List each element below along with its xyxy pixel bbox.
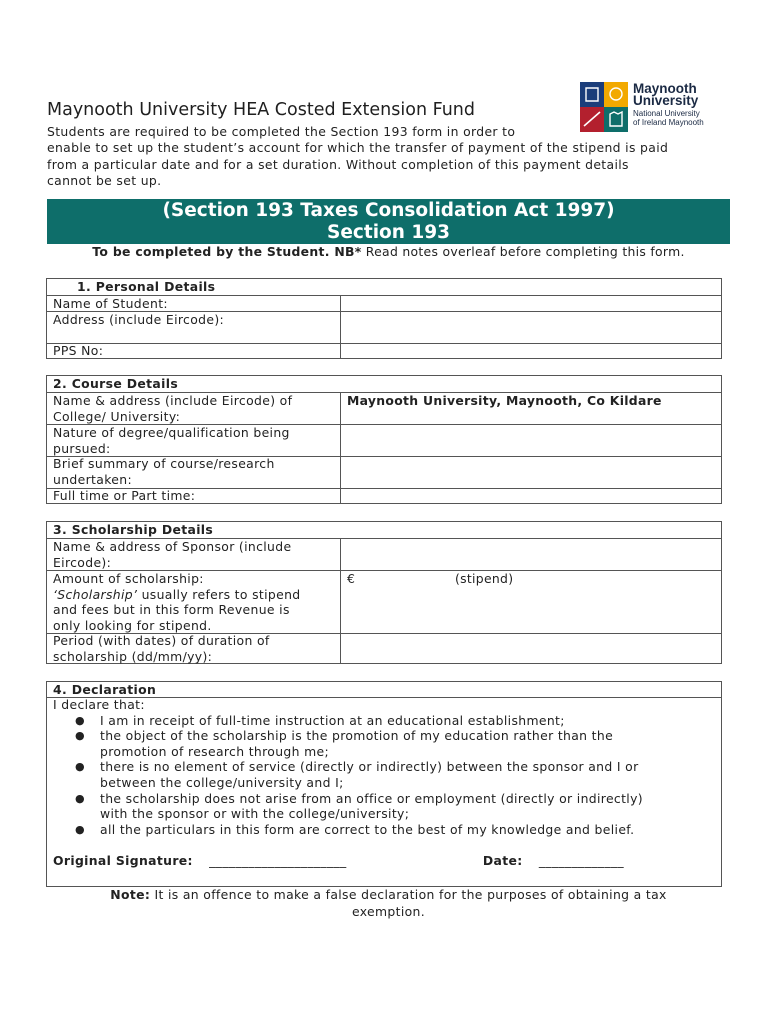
sponsor-field[interactable] [347,539,707,569]
personal-details-heading: 1. Personal Details [77,279,216,294]
bullet-icon: ● [75,713,85,727]
declaration-line: there is no element of service (directly or indirectly) between the sponsor and I or [100,759,639,775]
pps-field[interactable] [347,344,707,359]
student-instruction [47,244,730,259]
date-label: Date: [482,853,523,868]
pps-label: PPS No: [53,343,104,358]
course-details-heading: 2. Course Details [53,376,179,391]
intro-line: Students are required to be completed the Section 193 form in order to [47,124,516,139]
college-label [53,393,292,424]
signature-field[interactable]: _____________________ [209,853,347,868]
declaration-list [53,697,643,837]
study-mode-field[interactable] [347,489,707,504]
declaration-line: I am in receipt of full-time instruction at an educational establishment; [100,712,565,728]
student-instruction-text: Read notes overleaf before completing this form. [361,244,685,259]
college-label-line1: Name & address (include Eircode) of [53,393,293,408]
student-name-field[interactable] [347,296,707,311]
declaration-box [46,681,722,887]
period-label-line1: Period (with dates) of duration of [53,633,270,648]
signature-label: Original Signature: [53,853,193,868]
summary-label-line2: undertaken: [53,471,132,487]
period-label [53,633,270,664]
bullet-icon: ● [75,760,85,774]
amount-note-line3: only looking for stipend. [53,617,212,633]
intro-line: enable to set up the student’s account for which the transfer of payment of the stipend is paid [47,140,669,156]
nature-label-line2: pursued: [53,440,111,456]
list-item [53,713,643,729]
legal-note-line1 [47,886,730,903]
stipend-label: (stipend) [455,571,514,586]
declaration-line: promotion of research through me; [100,743,330,759]
course-details-table [46,375,722,504]
amount-label [53,571,301,633]
period-field[interactable] [347,634,707,664]
signature-row [53,853,624,868]
note-text1: It is an offence to make a false declaration for the purposes of obtaining a tax [150,887,667,902]
list-item [53,759,643,790]
bullet-icon: ● [75,791,85,805]
declaration-line: with the sponsor or with the college/university; [100,806,410,822]
logo-sub-line2: of Ireland Maynooth [633,118,704,127]
logo-sub-line1: National University [633,109,700,118]
amount-note-line2: and fees but in this form Revenue is [53,602,290,618]
period-label-line2: scholarship (dd/mm/yy): [53,648,213,664]
nature-field[interactable] [347,425,707,455]
legal-note [47,886,730,921]
document-title: Maynooth University HEA Costed Extension Fund [47,100,476,120]
college-label-line2: College/ University: [53,408,181,424]
student-name-label: Name of Student: [53,296,168,311]
date-field[interactable]: _____________ [538,853,624,868]
summary-field[interactable] [347,457,707,487]
declaration-line: all the particulars in this form are correct to the best of my knowledge and belief. [100,821,635,837]
declaration-line: the object of the scholarship is the promotion of my education rather than the [100,728,614,744]
scholarship-details-table [46,521,722,664]
list-item [53,822,643,838]
address-label: Address (include Eircode): [53,312,225,327]
legal-note-line2: exemption. [351,904,426,920]
logo-name-line1: Maynooth [633,81,697,96]
banner-line2: Section 193 [327,222,450,243]
study-mode-label: Full time or Part time: [53,488,196,503]
sponsor-label-line1: Name & address of Sponsor (include [53,539,292,554]
currency-symbol: € [347,571,356,586]
logo-name-line2: University [633,93,699,108]
student-instruction-bold: To be completed by the Student. NB* [92,244,362,259]
list-item [53,728,643,759]
sponsor-label [53,539,291,570]
amount-note-italic: ‘Scholarship’ [53,586,138,602]
summary-label-line1: Brief summary of course/research [53,456,275,471]
section-banner [47,199,730,244]
personal-details-table [46,278,722,359]
list-item [53,791,643,822]
declaration-line: the scholarship does not arise from an office or employment (directly or indirectly) [100,790,643,806]
summary-label [53,456,275,487]
intro-line: from a particular date and for a set duration. Without completion of this payment details [47,156,629,172]
bullet-icon: ● [75,729,85,743]
amount-note-text1: usually refers to stipend [137,586,301,602]
banner-line1: (Section 193 Taxes Consolidation Act 1997) [162,200,615,221]
address-field[interactable] [347,312,707,342]
intro-line: cannot be set up. [47,173,162,189]
intro-paragraph [47,124,737,190]
declaration-line: between the college/university and I; [100,774,344,790]
college-value: Maynooth University, Maynooth, Co Kildare [347,393,662,408]
nature-label-line1: Nature of degree/qualification being [53,425,290,440]
amount-label-line1: Amount of scholarship: [53,571,204,586]
scholarship-details-heading: 3. Scholarship Details [53,522,214,537]
amount-note-line1 [53,587,301,603]
sponsor-label-line2: Eircode): [53,554,112,570]
note-label: Note: [110,887,151,902]
declaration-intro: I declare that: [53,697,145,712]
bullet-icon: ● [75,822,85,836]
declaration-heading: 4. Declaration [53,682,157,697]
nature-label [53,425,290,456]
